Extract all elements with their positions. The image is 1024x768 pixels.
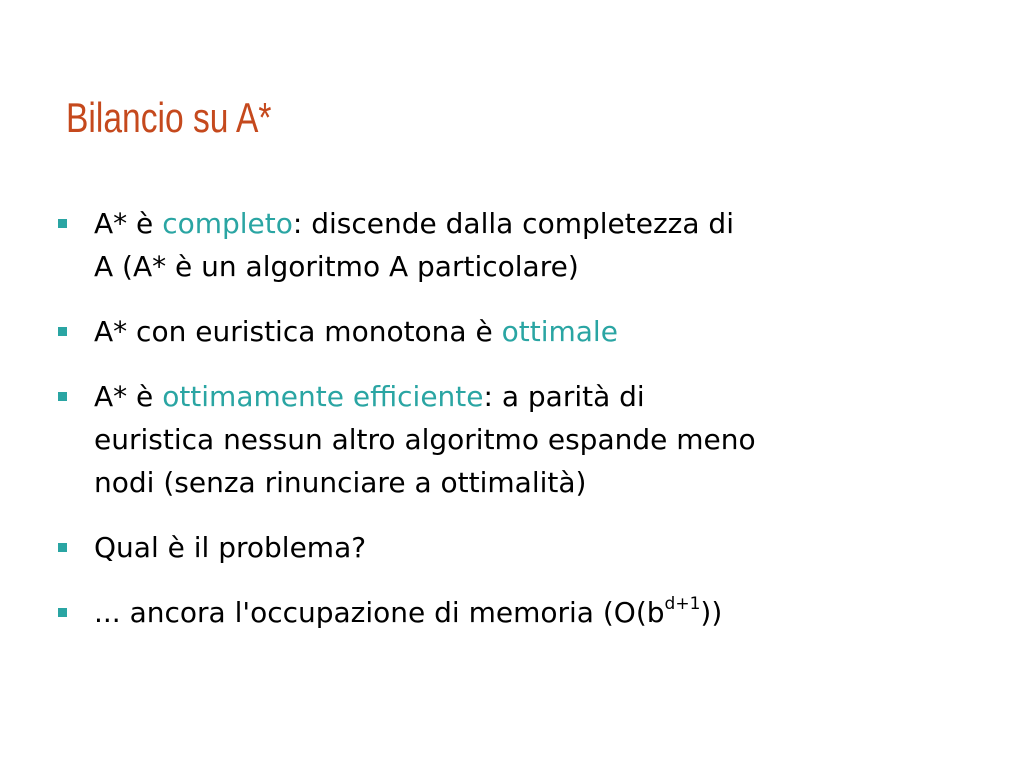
bullet-text-prefix: A* è (94, 207, 163, 240)
highlight-term-ottimale: ottimale (501, 315, 618, 348)
bullet-item-memoria (0, 591, 1024, 634)
bullet-text-rest: : a parità di (483, 380, 645, 413)
bullet-item-problema (0, 526, 1024, 569)
highlight-term-ottimamente-efficiente: ottimamente efficiente (162, 380, 484, 413)
bullet-text-continuation: nodi (senza rinunciare a ottimalità) (94, 466, 587, 499)
bullet-text-prefix: A* è (94, 380, 163, 413)
bullet-text-rest: : discende dalla completezza di (292, 207, 734, 240)
square-bullet-icon (58, 392, 67, 401)
bullet-item-efficiente (0, 375, 1024, 504)
bullet-text-continuation: euristica nessun altro algoritmo espande meno (94, 423, 756, 456)
square-bullet-icon (58, 219, 67, 228)
square-bullet-icon (58, 543, 67, 552)
bullet-text-continuation: A (A* è un algoritmo A particolare) (94, 250, 579, 283)
bullet-text-prefix: A* con euristica monotona è (94, 315, 502, 348)
bullet-item-completo (0, 202, 1024, 288)
square-bullet-icon (58, 327, 67, 336)
slide-title: Bilancio su A* (66, 94, 272, 141)
bullet-item-ottimale (0, 310, 1024, 353)
bullet-list (0, 202, 1024, 656)
highlight-term-completo: completo (162, 207, 293, 240)
bullet-text: Qual è il problema? (94, 531, 367, 564)
bullet-text-closing: )) (700, 596, 723, 629)
square-bullet-icon (58, 608, 67, 617)
superscript-exponent: d+1 (664, 594, 701, 614)
bullet-text: ... ancora l'occupazione di memoria (O(b (94, 596, 665, 629)
